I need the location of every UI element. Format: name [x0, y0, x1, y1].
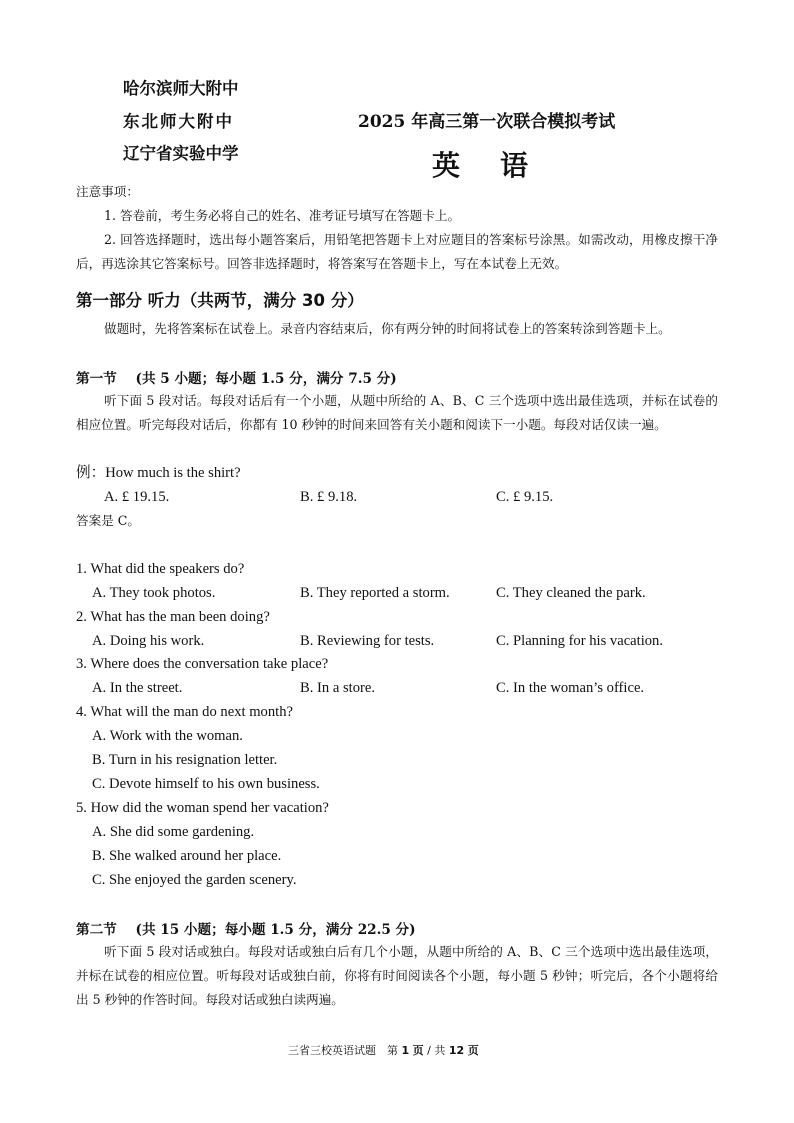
q5-option-b: B. She walked around her place. [92, 848, 282, 864]
section1-instruction: 听下面 5 段对话。每段对话后有一个小题，从题中所给的 A、B、C 三个选项中选出最佳选项，并标在试卷的相应位置。听完每段对话后，你都有 10 秒钟的时间来回答有关小题和阅读下一小题。每段对话仅读一遍。 [76, 393, 718, 432]
footer-prefix: 三省三校英语试题 第 [288, 1044, 398, 1057]
example-answer: 答案是 C。 [76, 513, 141, 528]
part1-title: 第一部分 听力（共两节，满分 30 分） [76, 291, 364, 310]
question-4: 4. What will the man do next month? [76, 704, 293, 720]
school-name-3: 辽宁省实验中学 [123, 144, 239, 163]
question-1: 1. What did the speakers do? [76, 561, 245, 577]
example-question: 例：How much is the shirt? [76, 465, 241, 481]
q5-option-c: C. She enjoyed the garden scenery. [92, 872, 297, 888]
part1-instruction: 做题时，先将答案标在试卷上。录音内容结束后，你有两分钟的时间将试卷上的答案转涂到答题卡上。 [104, 321, 671, 336]
q5-option-a: A. She did some gardening. [92, 824, 255, 840]
notice-label: 注意事项： [76, 184, 139, 199]
q1-option-b: B. They reported a storm. [300, 585, 450, 601]
q3-option-b: B. In a store. [300, 680, 375, 696]
q4-option-c: C. Devote himself to his own business. [92, 776, 320, 792]
exam-title: 2025 年高三第一次联合模拟考试 [358, 112, 616, 132]
notice-item-2: 2. 回答选择题时，选出每小题答案后，用铅笔把答题卡上对应题目的答案标号涂黑。如需改动，用橡皮擦干净后，再选涂其它答案标号。回答非选择题时，将答案写在答题卡上，写在本试卷上无效。 [76, 232, 718, 271]
q1-option-c: C. They cleaned the park. [496, 585, 646, 601]
example-option-c: C. £ 9.15. [496, 489, 554, 505]
page-footer [288, 1042, 479, 1058]
q2-option-b: B. Reviewing for tests. [300, 633, 435, 649]
section2-instruction: 听下面 5 段对话或独白。每段对话或独白后有几个小题，从题中所给的 A、B、C 三个选项中选出最佳选项，并标在试卷的相应位置。听每段对话或独白前，你将有时间阅读各个小题，每小题 5 秒钟；听完后，各个小题将给出 5 秒钟的作答时间。每段对话或独白读两遍。 [76, 944, 718, 1007]
q3-option-a: A. In the street. [92, 680, 183, 696]
question-3: 3. Where does the conversation take place? [76, 656, 329, 672]
section2-title-rest: (共 15 小题；每小题 1.5 分，满分 22.5 分) [135, 922, 416, 938]
school-name-1: 哈尔滨师大附中 [123, 79, 239, 98]
q1-option-a: A. They took photos. [92, 585, 216, 601]
footer-total-pages: 12 [448, 1044, 465, 1057]
footer-total-unit: 页 [467, 1044, 479, 1057]
subject-title: 英语 [432, 149, 569, 182]
section1-title-rest: (共 5 小题；每小题 1.5 分，满分 7.5 分) [135, 371, 397, 387]
section2-title-lead: 第二节 [76, 922, 117, 938]
footer-total-prefix: 共 [434, 1044, 446, 1057]
q4-option-b: B. Turn in his resignation letter. [92, 752, 278, 768]
section1-title-lead: 第一节 [76, 371, 117, 387]
school-name-2: 东北师大附中 [123, 112, 234, 131]
q2-option-c: C. Planning for his vacation. [496, 633, 663, 649]
question-5: 5. How did the woman spend her vacation? [76, 800, 329, 816]
footer-page-number: 1 [401, 1044, 410, 1057]
section1-title [76, 367, 397, 387]
q4-option-a: A. Work with the woman. [92, 728, 243, 744]
footer-page-unit: 页 [412, 1044, 424, 1057]
footer-separator: / [427, 1044, 431, 1057]
q3-option-c: C. In the woman’s office. [496, 680, 645, 696]
example-option-a: A. £ 19.15. [104, 489, 170, 505]
notice-item-1: 1. 答卷前，考生务必将自己的姓名、准考证号填写在答题卡上。 [104, 208, 461, 223]
example-option-b: B. £ 9.18. [300, 489, 358, 505]
question-2: 2. What has the man been doing? [76, 609, 270, 625]
section2-title [76, 918, 416, 938]
q2-option-a: A. Doing his work. [92, 633, 205, 649]
